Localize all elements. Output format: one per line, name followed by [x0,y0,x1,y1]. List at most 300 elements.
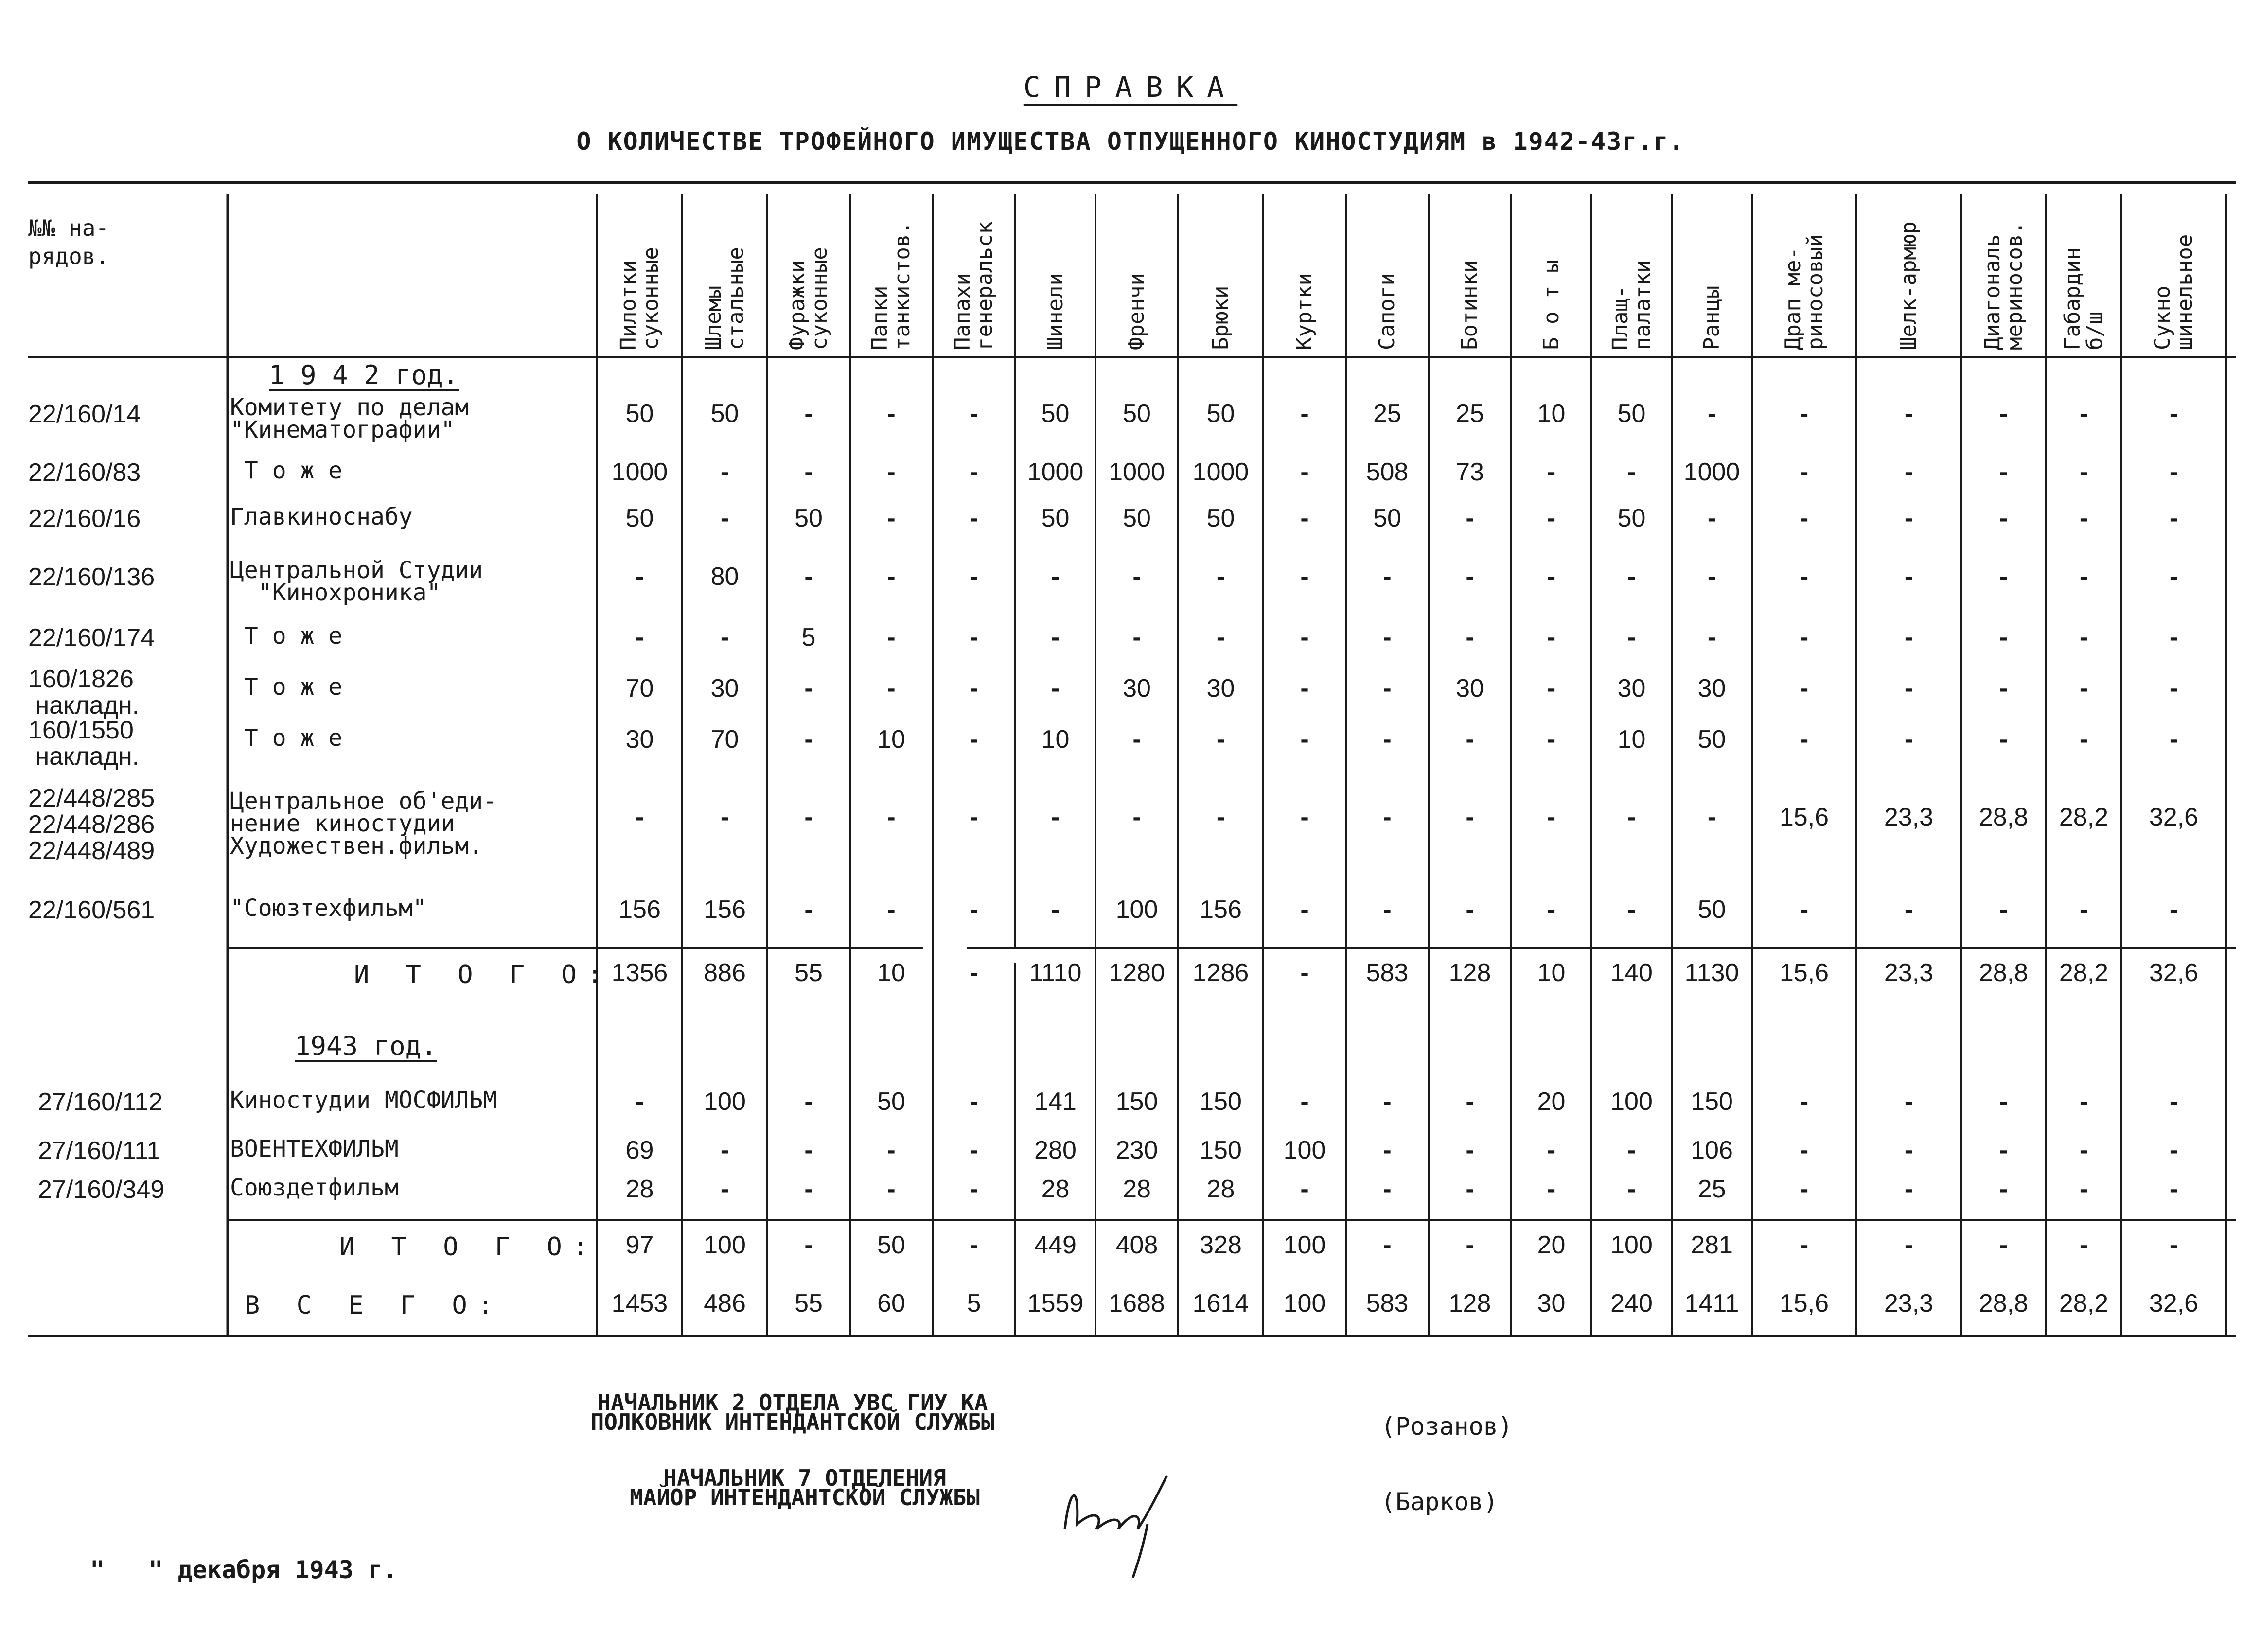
table-cell: - [804,803,813,831]
inventory-table [28,180,2236,1342]
table-cell: - [1466,1175,1474,1203]
handwritten-signature [1050,1456,1177,1582]
table-cell: 60 [877,1289,905,1318]
table-cell: 1411 [1684,1289,1739,1318]
table-cell: 10 [877,959,905,987]
table-cell: - [970,562,978,591]
table-cell: 25 [1456,400,1484,428]
column-header-gabardin [2046,204,2121,355]
recipient-name: Центральной Студии "Кинохроника" [230,557,483,606]
table-cell: - [2079,504,2088,532]
table-cell: - [2169,562,2178,591]
table-cell: 15,6 [1779,959,1829,987]
table-cell: 508 [1366,458,1409,486]
table-cell: - [1904,1175,1913,1203]
table-cell: - [1904,896,1913,924]
column-header-label: Шлемы стальные [701,247,748,350]
table-cell: - [2079,623,2088,651]
table-cell: 32,6 [2149,1289,2199,1318]
table-cell: - [720,504,729,532]
table-cell: 100 [704,1088,746,1116]
order-number: 22/448/285 22/448/286 22/448/489 [28,784,155,865]
table-cell: - [1707,562,1716,591]
table-cell: 23,3 [1884,803,1934,831]
table-cell: - [2079,1088,2088,1116]
table-cell: 141 [1034,1088,1077,1116]
table-cell: - [1466,1231,1474,1259]
table-cell: 15,6 [1779,1289,1829,1318]
column-header-frenchi [1095,204,1178,355]
table-cell: 50 [1697,896,1726,924]
table-cell: 23,3 [1884,959,1934,987]
table-cell: - [2079,725,2088,754]
table-cell: 20 [1537,1088,1566,1116]
column-header-label: Диагональ мериносов. [1979,221,2027,350]
table-cell: - [1300,400,1309,428]
table-cell: - [1051,623,1060,651]
table-cell: - [887,623,896,651]
table-cell: - [1216,725,1225,754]
order-number: 22/160/561 [28,896,155,924]
column-header-label: Папахи генеральск [950,221,997,350]
column-header-label: Ранцы [1699,285,1724,350]
table-cell: 32,6 [2149,803,2199,831]
table-cell: - [2079,400,2088,428]
table-cell: - [1216,623,1225,651]
recipient-name: ВОЕНТЕХФИЛЬМ [230,1135,399,1162]
table-cell: 10 [877,725,905,754]
table-cell: - [970,400,978,428]
total-1943-label: И Т О Г О: [339,1232,599,1262]
table-cell: 156 [618,896,661,924]
column-header-label: Ботинки [1457,260,1482,350]
table-cell: - [1904,504,1913,532]
table-cell: 1280 [1109,959,1165,987]
table-cell: 50 [1617,400,1646,428]
table-cell: - [887,458,896,486]
column-header-botinki [1429,204,1511,355]
order-number: 27/160/349 [38,1176,165,1204]
table-cell: - [1547,1136,1556,1164]
document-title: СПРАВКА [1023,70,1238,104]
table-cell: - [1800,400,1809,428]
table-cell: 1000 [1192,458,1249,486]
table-cell: - [970,623,978,651]
table-cell: 69 [625,1136,654,1164]
column-header-rantsy [1672,204,1752,355]
table-cell: - [970,504,978,532]
order-number: 160/1826 накладн. [28,665,140,720]
table-cell: - [2079,1175,2088,1203]
table-cell: - [1999,725,2008,754]
table-cell: - [720,623,729,651]
recipient-name: Т о ж е [230,457,343,484]
table-cell: 28,2 [2059,803,2109,831]
table-cell: - [1904,1231,1913,1259]
table-cell: - [1547,458,1556,486]
table-cell: - [1999,400,2008,428]
column-header-boty [1511,204,1591,355]
table-cell: - [1999,896,2008,924]
table-cell: - [1132,803,1141,831]
table-cell: - [804,1231,813,1259]
table-cell: 30 [1456,674,1484,703]
table-cell: - [1800,504,1809,532]
table-cell: 100 [1610,1088,1653,1116]
table-cell: - [1300,1088,1309,1116]
table-cell: 30 [1123,674,1151,703]
column-header-drap [1752,204,1856,355]
table-cell: - [2169,458,2178,486]
table-cell: 28 [1123,1175,1151,1203]
table-cell: 1000 [1109,458,1165,486]
table-cell: - [1300,803,1309,831]
table-cell: 50 [1617,504,1646,532]
table-cell: - [1904,1088,1913,1116]
table-cell: 10 [1041,725,1070,754]
table-cell: 140 [1610,959,1653,987]
recipient-name: Киностудии МОСФИЛЬМ [230,1087,497,1114]
table-cell: - [1800,458,1809,486]
table-cell: - [1904,623,1913,651]
column-header-label: Папки танкистов. [867,221,915,350]
table-cell: - [1051,674,1060,703]
column-header-label: Пилотки суконные [616,247,663,350]
table-cell: 328 [1200,1231,1242,1259]
table-cell: 97 [625,1231,654,1259]
table-cell: - [1132,562,1141,591]
order-number: 27/160/111 [38,1137,161,1165]
table-cell: - [1999,1088,2008,1116]
table-cell: - [1300,1175,1309,1203]
table-cell: - [887,562,896,591]
recipient-name: Т о ж е [230,673,343,701]
table-cell: - [2079,896,2088,924]
section-label-1942: 1 9 4 2 год. [269,360,459,390]
table-cell: 15,6 [1779,803,1829,831]
table-cell: - [1904,400,1913,428]
table-cell: 1286 [1192,959,1249,987]
column-header-label: Габардин б/ш [2060,247,2107,350]
table-cell: - [1466,896,1474,924]
column-header-papakhi [933,204,1015,355]
table-cell: 230 [1115,1136,1158,1164]
table-cell: - [1800,674,1809,703]
table-cell: 1000 [1683,458,1740,486]
column-header-sukno [2121,204,2226,355]
table-cell: 150 [1200,1136,1242,1164]
table-cell: 449 [1034,1231,1077,1259]
table-cell: 50 [625,504,654,532]
table-cell: - [2169,623,2178,651]
column-header-papki [850,204,933,355]
table-cell: - [1800,725,1809,754]
table-cell: - [2169,725,2178,754]
table-cell: - [1383,1175,1392,1203]
table-cell: - [720,803,729,831]
table-cell: - [1300,896,1309,924]
table-cell: - [1547,674,1556,703]
table-cell: 28,8 [1978,803,2029,831]
table-cell: - [2079,458,2088,486]
table-cell: - [1547,725,1556,754]
table-cell: - [1999,562,2008,591]
table-cell: - [970,458,978,486]
table-cell: - [1999,1231,2008,1259]
recipient-name: "Союзтехфильм" [230,895,427,922]
table-cell: - [1999,623,2008,651]
table-cell: 100 [1115,896,1158,924]
table-cell: - [635,803,644,831]
signature-1-name: (Розанов) [1381,1412,1513,1441]
recipient-name: Т о ж е [230,724,343,752]
table-cell: 408 [1115,1231,1158,1259]
table-cell: - [1999,1175,2008,1203]
table-cell: - [2079,674,2088,703]
table-cell: - [1383,1088,1392,1116]
table-cell: 50 [1373,504,1401,532]
table-cell: - [804,725,813,754]
table-cell: - [1904,725,1913,754]
table-cell: 30 [1697,674,1726,703]
table-cell: 5 [967,1289,981,1318]
column-header-label: Шелк-армюр [1896,221,1921,350]
table-cell: - [2169,1175,2178,1203]
column-header-label: Брюки [1208,285,1233,350]
corner-header: №№ на- рядов. [28,215,109,269]
column-header-label: Фуражки суконные [785,247,832,350]
table-cell: - [1216,803,1225,831]
table-cell: - [1800,896,1809,924]
order-number: 22/160/174 [28,624,155,652]
table-cell: - [970,674,978,703]
table-cell: - [2079,1231,2088,1259]
table-cell: 50 [1041,400,1070,428]
table-cell: - [887,400,896,428]
table-cell: - [1383,896,1392,924]
table-cell: - [804,458,813,486]
table-cell: - [804,896,813,924]
recipient-name: Комитету по делам "Кинематографии" [230,394,469,443]
table-cell: - [1216,562,1225,591]
table-cell: - [2169,1088,2178,1116]
table-cell: - [1904,674,1913,703]
table-cell: - [1547,623,1556,651]
table-cell: 28,2 [2059,1289,2109,1318]
table-cell: - [1999,1136,2008,1164]
table-cell: 240 [1610,1289,1653,1318]
section-label-1943: 1943 год. [295,1031,437,1061]
table-cell: - [1547,896,1556,924]
table-cell: - [1800,562,1809,591]
table-cell: 128 [1448,959,1491,987]
table-cell: - [887,1136,896,1164]
table-cell: - [804,1175,813,1203]
table-cell: 32,6 [2149,959,2199,987]
order-number: 160/1550 накладн. [28,716,140,771]
table-cell: 156 [704,896,746,924]
table-cell: 156 [1200,896,1242,924]
table-cell: - [1999,458,2008,486]
table-cell: - [887,504,896,532]
table-cell: - [635,562,644,591]
table-cell: - [720,1136,729,1164]
table-cell: - [1132,725,1141,754]
table-cell: 10 [1617,725,1646,754]
table-cell: 50 [877,1231,905,1259]
table-cell: 50 [1123,504,1151,532]
table-cell: 70 [710,725,739,754]
table-cell: - [2169,504,2178,532]
table-cell: - [1300,562,1309,591]
table-cell: - [1466,562,1474,591]
table-cell: 100 [1610,1231,1653,1259]
table-cell: - [1800,623,1809,651]
table-cell: 20 [1537,1231,1566,1259]
column-header-sapogi [1346,204,1429,355]
table-cell: 30 [1537,1289,1566,1318]
table-cell: - [804,1136,813,1164]
table-cell: - [1547,504,1556,532]
table-cell: - [1627,458,1636,486]
table-cell: - [1904,458,1913,486]
order-number: 22/160/83 [28,458,141,487]
table-cell: 50 [1041,504,1070,532]
table-cell: 30 [625,725,654,754]
signature-2-name: (Барков) [1381,1488,1498,1516]
table-cell: 1130 [1684,959,1739,987]
table-cell: - [1547,562,1556,591]
table-cell: - [804,674,813,703]
table-cell: - [804,400,813,428]
table-cell: 280 [1034,1136,1077,1164]
table-cell: 28,8 [1978,1289,2029,1318]
recipient-name: Союздетфильм [230,1174,399,1201]
order-number: 22/160/14 [28,400,141,428]
table-cell: - [1800,1175,1809,1203]
table-cell: - [970,803,978,831]
table-cell: - [1300,623,1309,651]
table-cell: 100 [1283,1231,1326,1259]
grand-total-label: В С Е Г О: [245,1291,504,1320]
table-cell: 10 [1537,400,1566,428]
table-cell: 1614 [1192,1289,1249,1318]
column-header-plashch [1591,204,1672,355]
table-cell: 50 [795,504,823,532]
column-header-diagonal [1961,204,2046,355]
table-cell: - [2169,1136,2178,1164]
column-header-label: Плащ- палатки [1607,260,1655,350]
table-cell: 128 [1448,1289,1491,1318]
table-cell: - [970,1088,978,1116]
column-header-label: Куртки [1292,273,1317,350]
table-cell: - [970,1175,978,1203]
table-cell: 150 [1200,1088,1242,1116]
table-cell: 150 [1691,1088,1733,1116]
column-header-label: Шинели [1042,273,1068,350]
table-cell: 106 [1691,1136,1733,1164]
table-cell: - [1300,725,1309,754]
table-cell: - [1466,1136,1474,1164]
recipient-name: Центральное об'еди- нение киностудии Художествен.фильм. [230,788,497,860]
table-cell: - [1466,725,1474,754]
recipient-name: Главкиноснабу [230,503,413,530]
table-cell: - [887,674,896,703]
table-cell: - [1999,674,2008,703]
table-cell: - [1300,504,1309,532]
table-cell: - [1383,1231,1392,1259]
table-cell: 28 [625,1175,654,1203]
table-cell: 25 [1373,400,1401,428]
table-cell: - [1383,803,1392,831]
table-cell: 5 [801,623,816,651]
table-cell: - [1300,458,1309,486]
table-cell: 28,2 [2059,959,2109,987]
table-cell: - [1707,803,1716,831]
table-cell: - [1707,504,1716,532]
signature-2-title: НАЧАЛЬНИК 7 ОТДЕЛЕНИЯ МАЙОР ИНТЕНДАНТСКОЙ СЛУЖБЫ [629,1465,980,1511]
table-cell: 28,8 [1978,959,2029,987]
table-cell: - [1707,400,1716,428]
table-cell: - [720,1175,729,1203]
table-cell: - [804,562,813,591]
table-cell: - [1051,562,1060,591]
table-cell: - [2169,674,2178,703]
order-number: 22/160/16 [28,505,141,533]
table-cell: 30 [1617,674,1646,703]
table-cell: 100 [1283,1136,1326,1164]
table-cell: - [1904,562,1913,591]
table-cell: 80 [710,562,739,591]
table-cell: - [970,725,978,754]
table-cell: 28 [1041,1175,1070,1203]
column-header-kurtki [1263,204,1346,355]
table-cell: 25 [1697,1175,1726,1203]
table-cell: - [1466,623,1474,651]
table-cell: - [1466,504,1474,532]
order-number: 22/160/136 [28,563,155,591]
column-header-bryuki [1178,204,1263,355]
table-cell: - [1051,896,1060,924]
table-cell: 30 [710,674,739,703]
table-cell: 1000 [611,458,668,486]
table-cell: - [1707,623,1716,651]
table-cell: - [1132,623,1141,651]
table-cell: - [887,803,896,831]
table-cell: - [635,1088,644,1116]
total-1942-label: И Т О Г О: [354,960,614,989]
table-cell: - [1466,1088,1474,1116]
table-cell: 1453 [611,1289,668,1318]
table-cell: - [970,896,978,924]
table-cell: - [2169,896,2178,924]
table-cell: - [1051,803,1060,831]
document-subtitle: О КОЛИЧЕСТВЕ ТРОФЕЙНОГО ИМУЩЕСТВА ОТПУЩЕННОГО КИНОСТУДИЯМ в 1942-43г.г. [576,127,1685,156]
table-cell: 1356 [611,959,668,987]
table-cell: 50 [877,1088,905,1116]
table-cell: - [1383,1136,1392,1164]
table-cell: 281 [1691,1231,1733,1259]
table-cell: - [1547,1175,1556,1203]
table-cell: - [1800,1231,1809,1259]
table-cell: - [1627,1175,1636,1203]
column-header-shlemy [682,204,767,355]
table-cell: - [1466,803,1474,831]
table-cell: - [1800,1136,1809,1164]
recipient-name: Т о ж е [230,622,343,650]
table-cell: - [887,896,896,924]
column-header-label: Б о т ы [1538,260,1564,350]
